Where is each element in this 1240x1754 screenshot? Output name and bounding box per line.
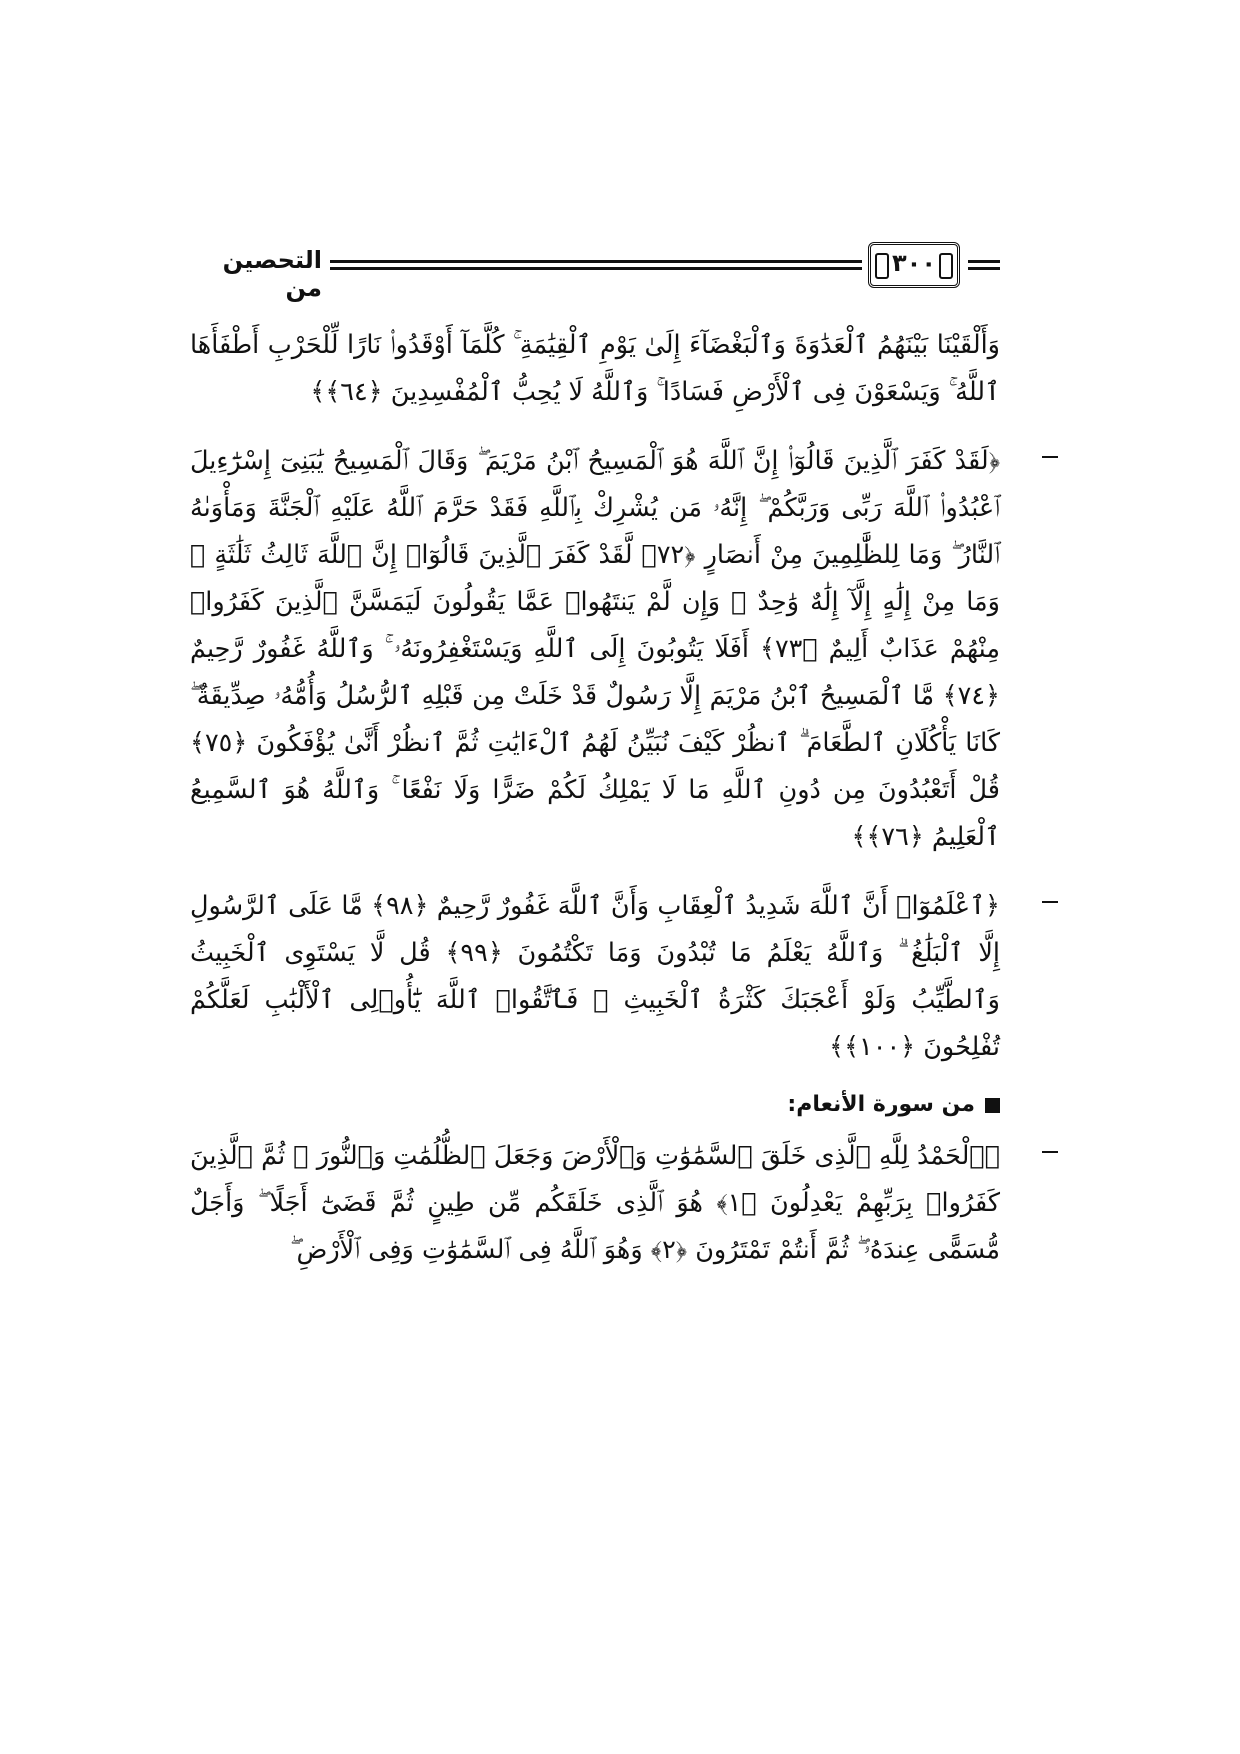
section-heading (190, 1085, 1000, 1125)
verse-passage-continued: وَأَلْقَيْنَا بَيْنَهُمُ ٱلْعَدَٰوَةَ وَٱلْبَغْضَآءَ إِلَىٰ يَوْمِ ٱلْقِيَٰمَةِ ۚ كُلَّمَآ أَوْقَدُوا۟ نَارًا لِّلْحَرْبِ أَطْفَأَهَا ٱللَّهُ ۚ وَيَسْعَوْنَ فِى ٱلْأَرْضِ فَسَادًا ۚ وَٱللَّهُ لَا يُحِبُّ ٱلْمُفْسِدِينَ ﴿٦٤﴾﴾ (190, 330, 1000, 407)
dash-bullet-icon (1042, 456, 1058, 458)
header-rule-short (968, 260, 1000, 270)
book-page (190, 240, 1000, 1274)
dash-bullet-icon (1042, 901, 1058, 903)
header-rule (330, 260, 862, 270)
list-item (190, 438, 1000, 861)
verse-passage: ﴿لَقَدْ كَفَرَ ٱلَّذِينَ قَالُوٓا۟ إِنَّ ٱللَّهَ هُوَ ٱلْمَسِيحُ ٱبْنُ مَرْيَمَ ۖ وَقَالَ ٱلْمَسِيحُ يَٰبَنِىٓ إِسْرَٰٓءِيلَ ٱعْبُدُوا۟ ٱللَّهَ رَبِّى وَرَبَّكُمْ ۖ إِنَّهُۥ مَن يُشْرِكْ بِٱللَّهِ فَقَدْ حَرَّمَ ٱللَّهُ عَلَيْهِ ٱلْجَنَّةَ وَمَأْوَىٰهُ ٱلنَّارُ ۖ وَمَا لِلظَّٰلِمِينَ مِنْ أَنصَارٍ ﴿٧٢﴾ لَّقَدْ كَفَرَ ٱلَّذِينَ قَالُوٓا۟ إِنَّ ٱللَّهَ ثَالِثُ ثَلَٰثَةٍ ۘ وَمَا مِنْ إِلَٰهٍ إِلَّآ إِلَٰهٌ وَٰحِدٌ ۚ وَإِن لَّمْ يَنتَهُوا۟ عَمَّا يَقُولُونَ لَيَمَسَّنَّ ٱلَّذِينَ كَفَرُوا۟ مِنْهُمْ عَذَابٌ أَلِيمٌ ﴿٧٣﴾ أَفَلَا يَتُوبُونَ إِلَى ٱللَّهِ وَيَسْتَغْفِرُونَهُۥ ۚ وَٱللَّهُ غَفُورٌ رَّحِيمٌ ﴿٧٤﴾ مَّا ٱلْمَسِيحُ ٱبْنُ مَرْيَمَ إِلَّا رَسُولٌ قَدْ خَلَتْ مِن قَبْلِهِ ٱلرُّسُلُ وَأُمُّهُۥ صِدِّيقَةٌ ۖ كَانَا يَأْكُلَانِ ٱلطَّعَامَ ۗ ٱنظُرْ كَيْفَ نُبَيِّنُ لَهُمُ ٱلْءَايَٰتِ ثُمَّ ٱنظُرْ أَنَّىٰ يُؤْفَكُونَ ﴿٧٥﴾ قُلْ أَتَعْبُدُونَ مِن دُونِ ٱللَّهِ مَا لَا يَمْلِكُ لَكُمْ ضَرًّا وَلَا نَفْعًا ۚ وَٱللَّهُ هُوَ ٱلسَّمِيعُ ٱلْعَلِيمُ ﴿٧٦﴾﴾ (190, 446, 1000, 852)
list-item (190, 883, 1000, 1071)
section-heading-text: من سورة الأنعام: (787, 1092, 975, 1117)
verse-passage: ﴿ٱلْحَمْدُ لِلَّهِ ٱلَّذِى خَلَقَ ٱلسَّمَٰوَٰتِ وَٱلْأَرْضَ وَجَعَلَ ٱلظُّلُمَٰتِ وَٱلنُّورَ ۖ ثُمَّ ٱلَّذِينَ كَفَرُوا۟ بِرَبِّهِمْ يَعْدِلُونَ ﴿١﴾ هُوَ ٱلَّذِى خَلَقَكُم مِّن طِينٍ ثُمَّ قَضَىٰٓ أَجَلًا ۖ وَأَجَلٌ مُّسَمًّى عِندَهُۥ ۖ ثُمَّ أَنتُمْ تَمْتَرُونَ ﴿٢﴾ وَهُوَ ٱللَّهُ فِى ٱلسَّمَٰوَٰتِ وَفِى ٱلْأَرْضِ ۖ (190, 1141, 1000, 1265)
dash-bullet-icon (1042, 1151, 1058, 1153)
page-number: ٣٠٠ (892, 249, 936, 277)
running-title: التحصين من (222, 246, 322, 302)
frame-ornament-icon (875, 253, 889, 279)
verse-passage: ﴿ٱعْلَمُوٓا۟ أَنَّ ٱللَّهَ شَدِيدُ ٱلْعِقَابِ وَأَنَّ ٱللَّهَ غَفُورٌ رَّحِيمٌ ﴿٩٨﴾ مَّا عَلَى ٱلرَّسُولِ إِلَّا ٱلْبَلَٰغُ ۗ وَٱللَّهُ يَعْلَمُ مَا تُبْدُونَ وَمَا تَكْتُمُونَ ﴿٩٩﴾ قُل لَّا يَسْتَوِى ٱلْخَبِيثُ وَٱلطَّيِّبُ وَلَوْ أَعْجَبَكَ كَثْرَةُ ٱلْخَبِيثِ ۚ فَٱتَّقُوا۟ ٱللَّهَ يَٰٓأُو۟لِى ٱلْأَلْبَٰبِ لَعَلَّكُمْ تُفْلِحُونَ ﴿١٠٠﴾﴾ (190, 891, 1000, 1062)
list-item (190, 1133, 1000, 1274)
square-bullet-icon (985, 1098, 1000, 1113)
page-number-frame (868, 242, 960, 288)
frame-ornament-icon (939, 253, 953, 279)
running-header (190, 240, 1000, 302)
